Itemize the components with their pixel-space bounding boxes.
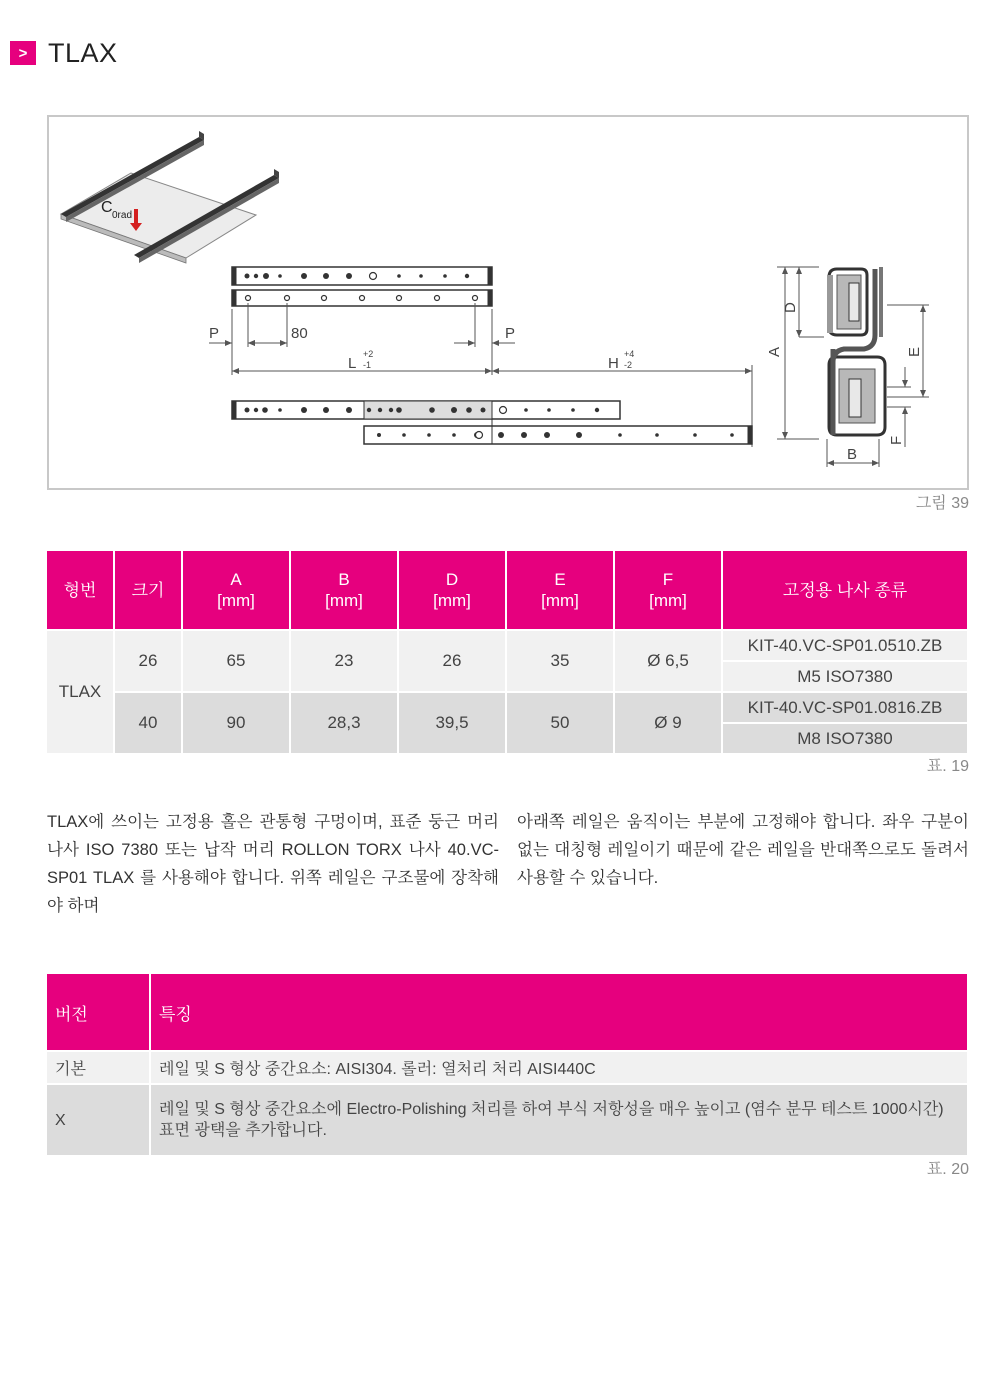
header-version: 버전 bbox=[47, 974, 149, 1050]
dim-h: H bbox=[608, 355, 619, 372]
dim-h-tol-plus: +4 bbox=[624, 349, 635, 359]
technical-drawing bbox=[47, 115, 969, 490]
kit-cell: KIT-40.VC-SP01.0510.ZB bbox=[723, 631, 967, 660]
b-cell: 23 bbox=[291, 631, 397, 691]
screw-cell: M8 ISO7380 bbox=[723, 724, 967, 753]
rail-cross-section bbox=[827, 267, 885, 435]
dim-80: 80 bbox=[291, 325, 308, 342]
feature-table bbox=[45, 972, 969, 1157]
dim-d: D bbox=[782, 302, 799, 313]
feature-header-row bbox=[47, 974, 967, 1050]
isometric-assembly bbox=[61, 131, 279, 263]
figure-caption: 그림 39 bbox=[915, 495, 969, 512]
size-cell: 40 bbox=[115, 693, 181, 753]
rail-top-view bbox=[232, 267, 492, 306]
spec-table bbox=[45, 549, 969, 755]
table-row bbox=[47, 1085, 967, 1155]
section-header bbox=[10, 36, 118, 70]
a-cell: 65 bbox=[183, 631, 289, 691]
header-b: B [mm] bbox=[291, 551, 397, 629]
size-cell: 26 bbox=[115, 631, 181, 691]
dim-a: A bbox=[766, 346, 783, 357]
dim-l-tol-minus: -1 bbox=[363, 360, 372, 370]
dim-h-tol-minus: -2 bbox=[624, 360, 633, 370]
feature-cell: 레일 및 S 형상 중간요소에 Electro-Polishing 처리를 하여 부식 저항성을 매우 높이고 (염수 분무 테스트 1000시간) 표면 광택을 추가합니다. bbox=[151, 1085, 967, 1155]
header-screw-type: 고정용 나사 종류 bbox=[723, 551, 967, 629]
body-text-right: 아래쪽 레일은 움직이는 부분에 고정해야 합니다. 좌우 구분이 없는 대칭형 레일이기 때문에 같은 레일을 반대쪽으로도 돌려서 사용할 수 있습니다. bbox=[517, 813, 969, 887]
dim-l-tol-plus: +2 bbox=[363, 349, 374, 359]
header-size: 크기 bbox=[115, 551, 181, 629]
version-cell: 기본 bbox=[47, 1052, 149, 1083]
table-row bbox=[47, 1052, 967, 1083]
f-cell: Ø 9 bbox=[615, 693, 721, 753]
model-cell: TLAX bbox=[47, 631, 113, 753]
section-title: TLAX bbox=[48, 37, 118, 68]
table-caption-19: 표. 19 bbox=[926, 758, 969, 775]
dim-e: E bbox=[906, 346, 923, 357]
dim-f: F bbox=[888, 435, 905, 445]
d-cell: 39,5 bbox=[399, 693, 505, 753]
table-row bbox=[47, 631, 967, 660]
version-cell: X bbox=[47, 1085, 149, 1155]
table-caption-20: 표. 20 bbox=[926, 1161, 969, 1178]
e-cell: 35 bbox=[507, 631, 613, 691]
a-cell: 90 bbox=[183, 693, 289, 753]
load-label-c: C bbox=[101, 199, 113, 216]
dim-b: B bbox=[847, 446, 858, 463]
header-f: F [mm] bbox=[615, 551, 721, 629]
rail-extended-view bbox=[232, 401, 752, 444]
header-feature: 특징 bbox=[151, 974, 967, 1050]
dim-p-left: P bbox=[209, 325, 220, 342]
kit-cell: KIT-40.VC-SP01.0816.ZB bbox=[723, 693, 967, 722]
d-cell: 26 bbox=[399, 631, 505, 691]
body-text-left: TLAX에 쓰이는 고정용 홀은 관통형 구멍이며, 표준 둥근 머리 나사 ISO 7380 또는 납작 머리 ROLLON TORX 나사 40.VC-SP01 TLAX 를 사용해야 합니다. 위쪽 레일은 구조물에 장착해야 하며 bbox=[47, 813, 499, 915]
spec-header-row bbox=[47, 551, 967, 629]
dim-l: L bbox=[348, 355, 357, 372]
header-a: A [mm] bbox=[183, 551, 289, 629]
f-cell: Ø 6,5 bbox=[615, 631, 721, 691]
load-label-sub: 0rad bbox=[112, 210, 133, 221]
chevron-right-icon: > bbox=[10, 41, 36, 65]
b-cell: 28,3 bbox=[291, 693, 397, 753]
feature-cell: 레일 및 S 형상 중간요소: AISI304. 롤러: 열처리 처리 AISI440C bbox=[151, 1052, 967, 1083]
header-model: 형번 bbox=[47, 551, 113, 629]
drawing-svg bbox=[49, 117, 967, 488]
dim-p-right: P bbox=[505, 325, 516, 342]
screw-cell: M5 ISO7380 bbox=[723, 662, 967, 691]
header-e: E [mm] bbox=[507, 551, 613, 629]
e-cell: 50 bbox=[507, 693, 613, 753]
header-d: D [mm] bbox=[399, 551, 505, 629]
table-row bbox=[47, 693, 967, 722]
